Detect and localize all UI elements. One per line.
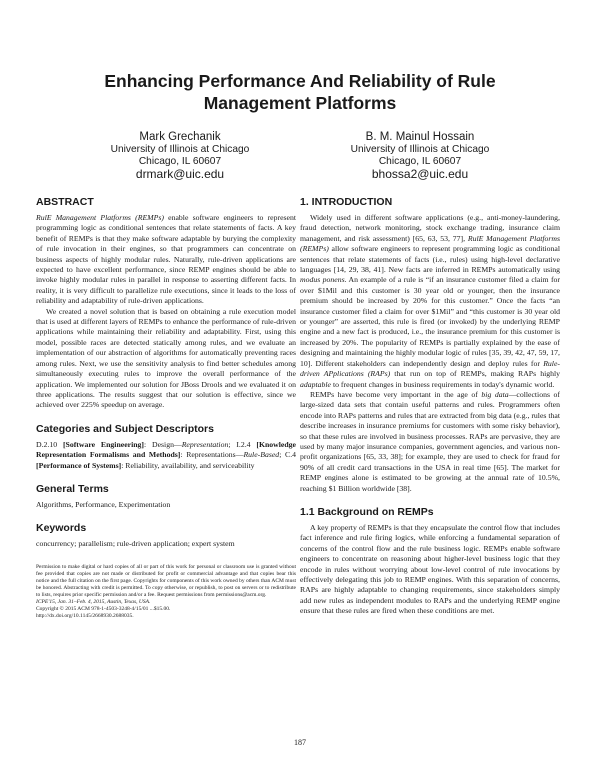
keywords-heading: Keywords	[36, 522, 87, 535]
intro-term: Rule-driven APplications (RAPs)	[300, 358, 560, 379]
abstract-heading: ABSTRACT	[36, 196, 94, 208]
intro-text: Widely used in different software applications (e.g., anti-money-laundering, fraud detection, network monitoring, stock exchange trading, insurance claim management, and risk assessment) [65, 63, 53, 77],	[300, 213, 560, 243]
intro-text: that run on top of REMPs, making RAPs highly	[390, 369, 561, 379]
intro-text: . An example of a rule is “if an insurance customer filed a claim for over $1Mil and this customer is 30 year old or younger, then the insurance premium should be increased by 20% for this customer.” Once the facts “an insurance customer filed a claim for over $1Mil” and “this customer is 30 year old or younger” are asserted, this rule is fired (or invoked) by the underlying REMP engine and a new fact is produced, i.e., the insurance premium for this customer is increased by 20%. The popularity of REMPs is partially explained by the ease of designing and maintaining the highly modular logic of rules [35, 39, 42, 47, 59, 17, 10]. Different stakeholders can independently design and deploy rules for	[300, 275, 560, 368]
intro-text: —collections of large-sized data sets that contain useful patterns and rules. Programmers often encode into RAPs patterns and rules that are extracted from big data (e.g., rules that describe increases in insurance premiums for customers with some risky behavior), so that these rules are involved in business processes. RAPs are pervasive, they are used by many major insurance companies, government agencies, and various non-profit organizations [65, 33, 38]; for example, they are used to check for fraud for 90% of all credit card transactions in the USA in real time [65]. The market for REMP engines alone is estimated to be growing at the annual rate of 10.5%, reaching $1 Billion worldwide [38].	[300, 389, 560, 493]
left-column	[36, 196, 296, 620]
intro-term: adaptable	[300, 379, 331, 389]
introduction-heading: 1. INTRODUCTION	[300, 196, 393, 208]
background-paragraph-1: A key property of REMPs is that they encapsulate the control flow that includes fact inference and rule firing logics, while enforcing a fundamental separation of concerns of the control flow and the rule business logic. REMPs enable software engineers to concentrate on reasoning about higher-level business logic that they encode in rules without worrying about low-level control of rule invocations by effectively delegating this job to REMP engines. With this separation of concerns, RAPs are highly adaptable to changing requirements, since stakeholders simply add new rules as independent modules to RAPs and the underlying REMP engine ensure that these rules are fired when these conditions are met.	[300, 522, 560, 616]
general-terms-heading: General Terms	[36, 482, 109, 495]
permission-block	[36, 564, 296, 620]
categories-heading: Categories and Subject Descriptors	[36, 422, 214, 435]
cat-name: [Knowledge Representation Formalisms and Methods]	[36, 439, 296, 460]
general-terms-text: Algorithms, Performance, Experimentation	[36, 499, 171, 509]
abstract-paragraph-1	[36, 213, 296, 307]
cat-sep: : Representations—	[180, 450, 244, 460]
intro-term: RulE Management Platforms (REMPs)	[300, 233, 561, 254]
cat-code: D.2.10	[36, 439, 63, 449]
cat-sub: Rule-Based	[243, 450, 280, 460]
doi-link[interactable]: http://dx.doi.org/10.1145/2668930.2688035.	[36, 613, 134, 620]
categories-text	[36, 440, 296, 471]
cat-sep: : Design—	[144, 439, 182, 449]
abstract-paragraph-2: We created a novel solution that is based on obtaining a rule execution model that is used at different layers of REMPs to enhance the performance of rule-driven applications while maintaining their reliability and adaptability. First, using this model, possible races are detected statically among rules, and we evaluate an implementation of our abstraction of algorithms for automatically preventing races among rules. Next, we use the sensitivity analysis to find better schedules among simultaneously executing rules to improve the overall performance of the application. We implemented our solution for JBoss Drools and we evaluated it on three applications. The results suggest that our solution is effective, since we achieved over 225% speedup on average.	[36, 306, 296, 410]
author-block-2	[300, 130, 540, 182]
paper-title: Enhancing Performance And Reliability of Rule Management Platforms	[104, 71, 496, 113]
keywords-text: concurrency; parallelism; rule-driven application; expert system	[36, 539, 235, 549]
intro-text: to frequent changes in business requirements in today's dynamic world.	[331, 379, 555, 389]
abstract-term: RulE Management Platforms (REMPs)	[36, 213, 164, 222]
author-email[interactable]: drmark@uic.edu	[135, 167, 225, 181]
author-location: Chicago, IL 60607	[138, 155, 222, 167]
intro-text: REMPs have become very important in the age of	[310, 389, 482, 399]
cat-code: ; C.4	[279, 450, 297, 460]
conference-line: ICPE'15, Jan. 31–Feb. 4, 2015, Austin, Texas, USA.	[36, 598, 151, 605]
introduction-paragraph-1	[300, 213, 560, 390]
intro-term: big data	[481, 389, 509, 399]
author-affiliation: University of Illinois at Chicago	[350, 144, 490, 155]
author-name: B. M. Mainul Hossain	[365, 131, 475, 143]
author-affiliation: University of Illinois at Chicago	[110, 144, 250, 155]
copyright-line: Copyright © 2015 ACM 978-1-4503-3248-4/15/01 ...$15.00.	[36, 606, 171, 613]
author-email[interactable]: bhossa2@uic.edu	[371, 167, 469, 181]
intro-term: modus ponens	[300, 275, 345, 285]
permission-text: Permission to make digital or hard copies of all or part of this work for personal or classroom use is granted without fee provided that copies are not made or distributed for profit or commercial advantage and that copies bear this notice and the full citation on the first page. Copyrights for components of this work owned by others than ACM must be honored. Abstracting with credit is permitted. To copy otherwise, or republish, to post on servers or to redistribute to lists, requires prior specific permission and/or a fee. Request permissions from permissions@acm.org.	[36, 563, 296, 598]
intro-text: allow software engineers to represent programming logic as conditional sentences that relate statements of facts (i.e., rules) using high-level declarative languages [14, 29, 38, 41]. New facts are inferred in REMPs automatically using	[300, 244, 560, 275]
introduction-paragraph-2	[300, 390, 560, 494]
abstract-text: enable software engineers to represent programming logic as conditional sentences that relate statements of facts. A key benefit of REMPs is that they make software adaptable by burying the complexity of rule invocation in their engines, so that programmers can concentrate on business aspects of highly modular rules. Naturally, rule-driven applications are expected to have excellent performance, since REMP engines should be able to invoke highly modular rules in parallel in response to asserting different facts. In reality, it is very difficult to parallelize rule executions, since it leads to the loss of reliability and adaptability of rule-driven applications.	[36, 213, 296, 306]
cat-sub: Representation	[181, 439, 229, 449]
cat-name: [Performance of Systems]	[36, 460, 122, 470]
background-heading: 1.1 Background on REMPs	[300, 505, 434, 518]
page-number: 187	[294, 738, 306, 747]
cat-name: [Software Engineering]	[62, 439, 144, 449]
right-column	[300, 196, 560, 617]
author-block-1	[60, 130, 300, 182]
author-location: Chicago, IL 60607	[378, 155, 462, 167]
cat-sep: : Reliability, availability, and serviceability	[121, 460, 255, 470]
author-name: Mark Grechanik	[139, 131, 221, 143]
cat-code: ; I.2.4	[228, 439, 257, 449]
